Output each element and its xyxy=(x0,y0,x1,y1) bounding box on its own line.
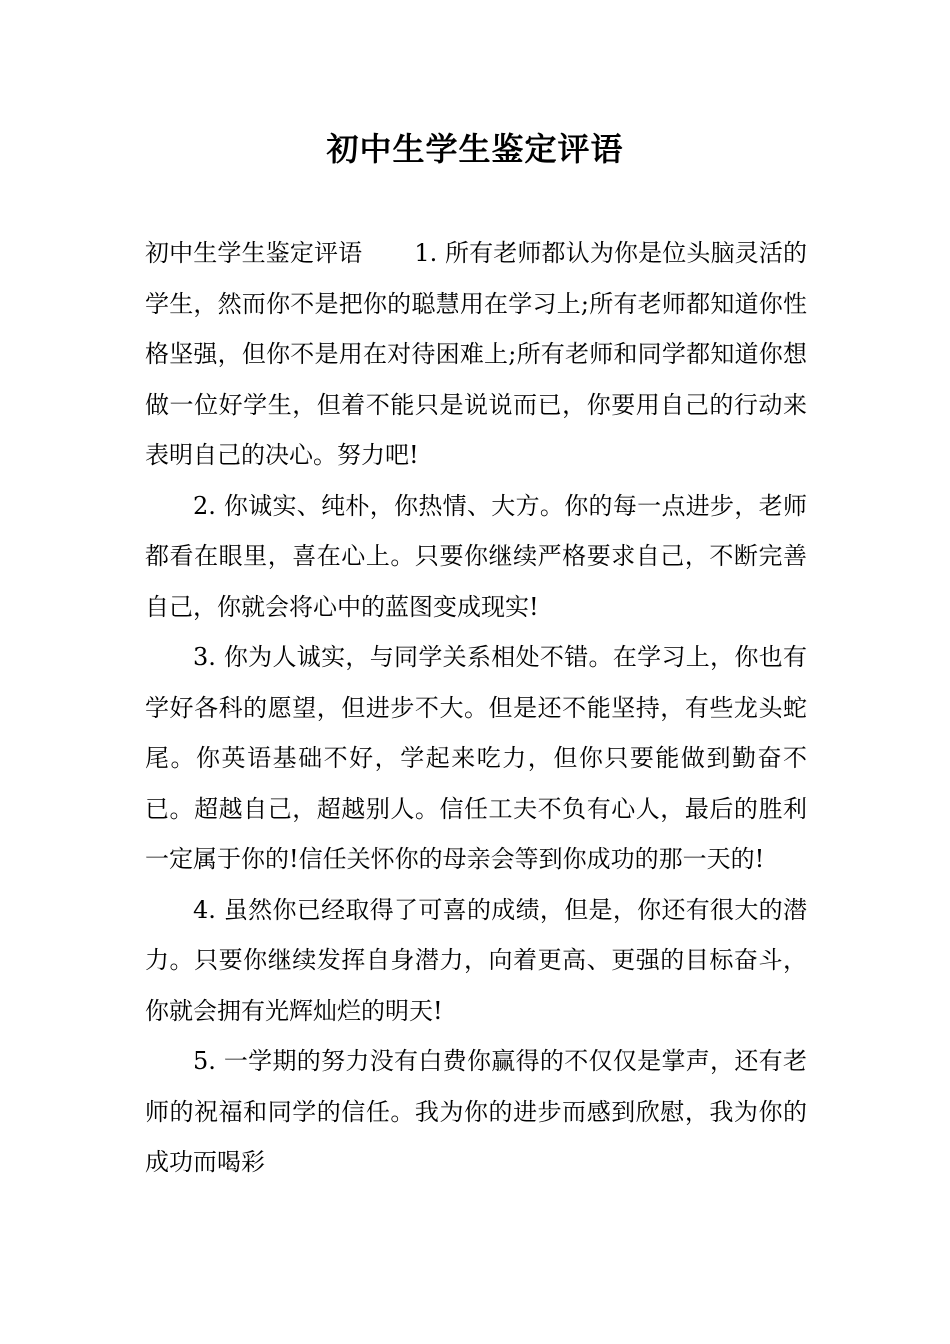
paragraph-5: 5. 一学期的努力没有白费你赢得的不仅仅是掌声，还有老师的祝福和同学的信任。我为你的进步而感到欣慰，我为你的成功而喝彩 xyxy=(145,1047,807,1176)
intro-label: 初中生学生鉴定评语 xyxy=(145,239,363,267)
document-body xyxy=(145,228,807,1188)
document-title: 初中生学生鉴定评语 xyxy=(326,130,624,168)
paragraph-1-text: 1. 所有老师都认为你是位头脑灵活的学生，然而你不是把你的聪慧用在学习上;所有老师都知道你性格坚强，但你不是用在对待困难上;所有老师和同学都知道你想做一位好学生，但着不能只是说说而已，你要用自己的行动来表明自己的决心。努力吧! xyxy=(145,239,808,469)
paragraph-2: 2. 你诚实、纯朴，你热情、大方。你的每一点进步，老师都看在眼里，喜在心上。只要你继续严格要求自己，不断完善自己，你就会将心中的蓝图变成现实! xyxy=(145,491,807,621)
paragraph-1 xyxy=(145,228,807,481)
paragraph-4: 4. 虽然你已经取得了可喜的成绩，但是，你还有很大的潜力。只要你继续发挥自身潜力，向着更高、更强的目标奋斗，你就会拥有光辉灿烂的明天! xyxy=(145,895,807,1025)
paragraph-3: 3. 你为人诚实，与同学关系相处不错。在学习上，你也有学好各科的愿望，但进步不大。但是还不能坚持，有些龙头蛇尾。你英语基础不好，学起来吃力，但你只要能做到勤奋不已。超越自己，超越别人。信任工夫不负有心人，最后的胜利一定属于你的!信任关怀你的母亲会等到你成功的那一天的! xyxy=(145,643,807,873)
